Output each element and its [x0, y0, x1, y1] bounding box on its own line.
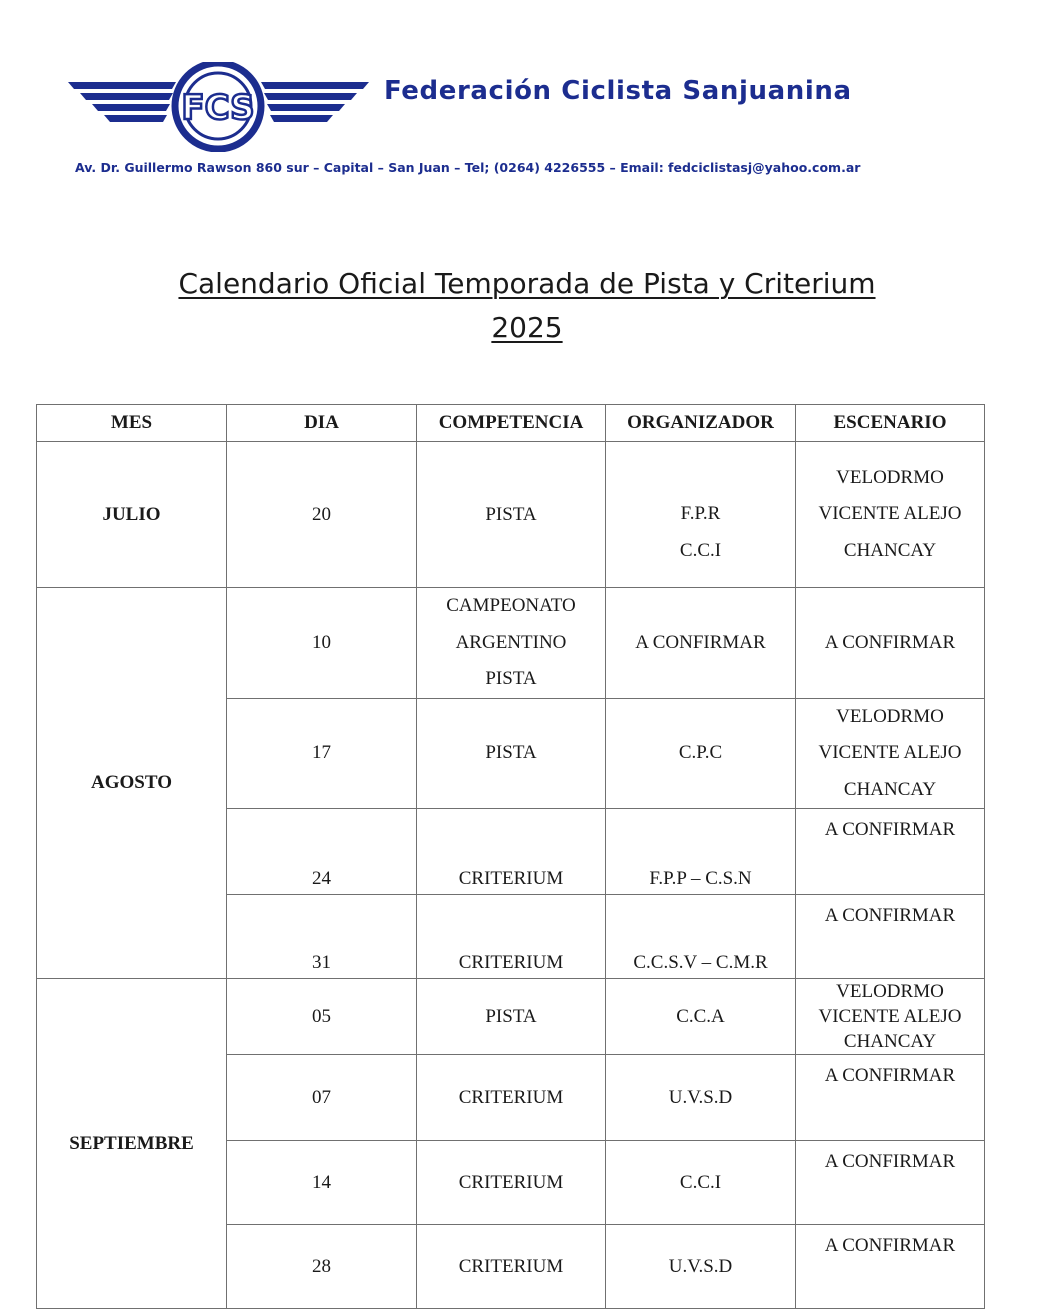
competencia-cell: PISTA: [417, 698, 606, 809]
escenario-line: VICENTE ALEJO: [818, 1006, 962, 1027]
escenario-cell: [796, 442, 985, 588]
org-address: Av. Dr. Guillermo Rawson 860 sur – Capital – San Juan – Tel; (0264) 4226555 – Email: fedciclistasj@yahoo.com.ar: [75, 160, 861, 175]
month-cell-julio: JULIO: [37, 442, 227, 588]
header-escenario: ESCENARIO: [796, 405, 985, 442]
escenario-line: VELODRMO: [836, 981, 944, 1002]
org-name: Federación Ciclista Sanjuanina: [384, 76, 852, 106]
competencia-cell: PISTA: [417, 979, 606, 1055]
organizador-cell: U.V.S.D: [606, 1055, 796, 1141]
month-cell-agosto: AGOSTO: [37, 588, 227, 979]
organizador-line: C.C.I: [679, 539, 722, 561]
escenario-line: CHANCAY: [843, 1031, 937, 1052]
table-header-row: [37, 405, 985, 442]
header-organizador: ORGANIZADOR: [606, 405, 796, 442]
table-row: [37, 588, 985, 699]
header-dia: DIA: [227, 405, 417, 442]
competencia-cell: PISTA: [417, 442, 606, 588]
escenario-line: CHANCAY: [843, 778, 937, 800]
organizador-cell: C.C.I: [606, 1141, 796, 1225]
organizador-cell: A CONFIRMAR: [606, 588, 796, 699]
calendar-table: [36, 404, 985, 1309]
month-cell-septiembre: SEPTIEMBRE: [37, 979, 227, 1309]
dia-cell: 07: [227, 1055, 417, 1141]
page-title: [0, 262, 1054, 350]
competencia-line: PISTA: [485, 668, 537, 689]
escenario-cell: A CONFIRMAR: [796, 809, 985, 895]
escenario-line: VICENTE ALEJO: [818, 742, 962, 763]
organizador-cell: F.P.P – C.S.N: [606, 809, 796, 895]
escenario-cell: A CONFIRMAR: [796, 1055, 985, 1141]
dia-cell: 28: [227, 1225, 417, 1309]
competencia-cell: CRITERIUM: [417, 1225, 606, 1309]
competencia-cell: CRITERIUM: [417, 809, 606, 895]
escenario-cell: A CONFIRMAR: [796, 1141, 985, 1225]
table-row: [37, 442, 985, 588]
dia-cell: 14: [227, 1141, 417, 1225]
dia-cell: 24: [227, 809, 417, 895]
header-competencia: COMPETENCIA: [417, 405, 606, 442]
table-row: [37, 979, 985, 1055]
title-line-1: Calendario Oficial Temporada de Pista y Criterium: [178, 267, 876, 300]
escenario-cell: A CONFIRMAR: [796, 588, 985, 699]
title-year: 2025: [491, 311, 563, 344]
header-mes: MES: [37, 405, 227, 442]
dia-cell: 10: [227, 588, 417, 699]
logo-monogram: FCS: [181, 88, 255, 128]
competencia-cell: CRITERIUM: [417, 895, 606, 979]
dia-cell: 05: [227, 979, 417, 1055]
escenario-cell: A CONFIRMAR: [796, 1225, 985, 1309]
fcs-logo: [66, 62, 371, 152]
competencia-cell: CRITERIUM: [417, 1055, 606, 1141]
dia-cell: 31: [227, 895, 417, 979]
organizador-cell: C.C.A: [606, 979, 796, 1055]
organizador-cell: C.P.C: [606, 698, 796, 809]
escenario-cell: A CONFIRMAR: [796, 895, 985, 979]
organizador-cell: U.V.S.D: [606, 1225, 796, 1309]
organizador-cell: [606, 442, 796, 588]
escenario-line: CHANCAY: [843, 539, 937, 561]
competencia-cell: CRITERIUM: [417, 1141, 606, 1225]
escenario-line: VELODRMO: [836, 705, 944, 727]
organizador-cell: C.C.S.V – C.M.R: [606, 895, 796, 979]
escenario-cell: [796, 979, 985, 1055]
escenario-line: VICENTE ALEJO: [818, 503, 962, 525]
escenario-cell: [796, 698, 985, 809]
dia-cell: 20: [227, 442, 417, 588]
dia-cell: 17: [227, 698, 417, 809]
competencia-cell: [417, 588, 606, 699]
competencia-line: CAMPEONATO: [446, 595, 576, 616]
competencia-line: ARGENTINO: [455, 631, 567, 653]
escenario-line: VELODRMO: [836, 466, 944, 488]
organizador-line: F.P.R: [680, 503, 721, 524]
